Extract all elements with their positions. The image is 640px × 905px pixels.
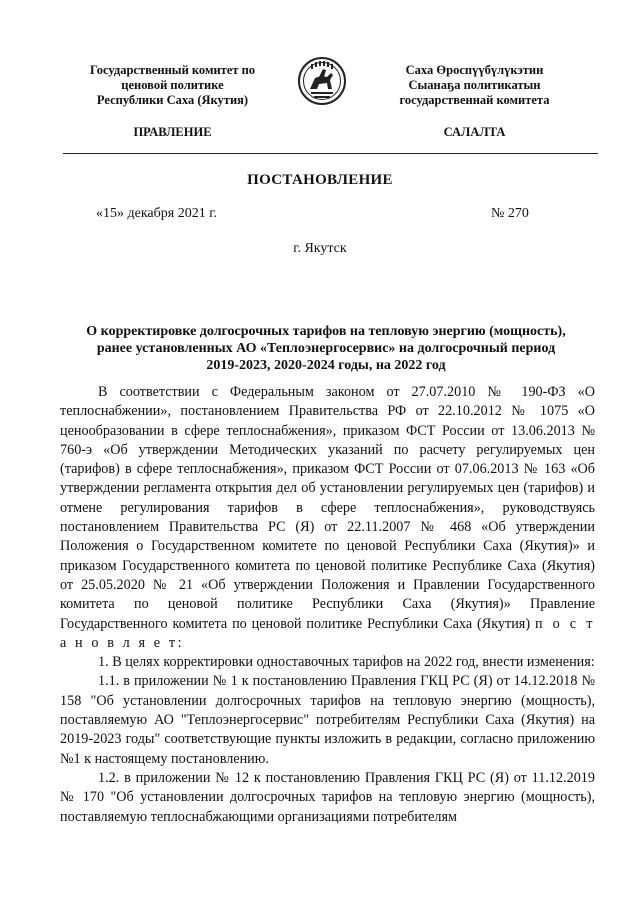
board-label-left: ПРАВЛЕНИЕ [133, 125, 212, 139]
header-right-line: Сыанаҕа политикатын [408, 78, 541, 92]
intro-paragraph [60, 383, 595, 653]
header-left-line: Государственный комитет по [89, 63, 256, 77]
subject-line: ранее установленных АО «Теплоэнергосервис» на долгосрочный период [96, 341, 556, 356]
header-right-line: государственнай комитета [399, 93, 550, 107]
header-left-line: ценовой политике [121, 78, 224, 92]
document-subject [72, 323, 580, 374]
header-left-line: Республики Саха (Якутия) [96, 93, 249, 107]
coat-of-arms-emblem [297, 56, 347, 106]
document-body [60, 383, 595, 827]
decree-word: п о с т а н о в л я е т: [60, 615, 595, 651]
header-right-line: Саха Өроспүүбүлүкэтин [405, 63, 544, 77]
subject-line: О корректировке долгосрочных тарифов на тепловую энергию (мощность), [86, 324, 566, 339]
clause-1-2: 1.2. в приложении № 12 к постановлению Правления ГКЦ РС (Я) от 11.12.2019 № 170 "Об установлении долгосрочных тарифов на тепловую энергию (мощность), поставляемую теплоснабжающими организациями потребителям [60, 769, 595, 825]
document-date: «15» декабря 2021 г. [96, 206, 217, 221]
subject-line: 2019-2023, 2020-2024 годы, на 2022 год [206, 358, 446, 373]
header-right-org [362, 63, 587, 108]
clause-1: 1. В целях корректировки одноставочных тарифов на 2022 год, внести изменения: [98, 654, 595, 671]
document-title: ПОСТАНОВЛЕНИЕ [247, 172, 393, 188]
document-city: г. Якутск [293, 241, 347, 256]
board-label-right: САЛАЛТА [443, 125, 506, 139]
header-divider [63, 153, 598, 154]
coat-of-arms-icon [297, 56, 347, 106]
header-left-org [60, 63, 285, 108]
document-number: № 270 [491, 206, 529, 221]
clause-1-1: 1.1. в приложении № 1 к постановлению Правления ГКЦ РС (Я) от 14.12.2018 № 158 "Об установлении долгосрочных тарифов на тепловую энергию (мощность), поставляемую АО "Теплоэнергосервис" потребителям Республики Саха (Якутия) на 2019-2023 годы" соответствующие пункты изложить в редакции, согласно приложению №1 к настоящему постановлению. [60, 673, 595, 767]
intro-text: В соответствии с Федеральным законом от 27.07.2010 № 190-ФЗ «О теплоснабжении», постановлением Правительства РФ от 22.10.2012 № 1075 «О ценообразовании в сфере теплоснабжения», приказом ФСТ России от 13.06.2013 № 760-э «Об утверждении Методических указаний по расчету регулируемых цен (тарифов) в сфере теплоснабжения», приказом ФСТ России от 07.06.2013 № 163 «Об утверждении регламента открытия дел об установлении регулируемых цен (тарифов) и отмене регулирования тарифов в сфере теплоснабжения», руководствуясь постановлением Правительства РС (Я) от 22.11.2007 № 468 «Об утверждении Положения о Государственном комитете по ценовой Республики Саха (Якутия)» и приказом Государственного комитета по ценовой политике Республике Саха (Якутия) от 25.05.2020 № 21 «Об утверждении Положения и Правлении Государственного комитета по ценовой политике Республики Саха (Якутия)» Правление Государственного комитета по ценовой политике Республики Саха (Якутия) [60, 384, 595, 632]
